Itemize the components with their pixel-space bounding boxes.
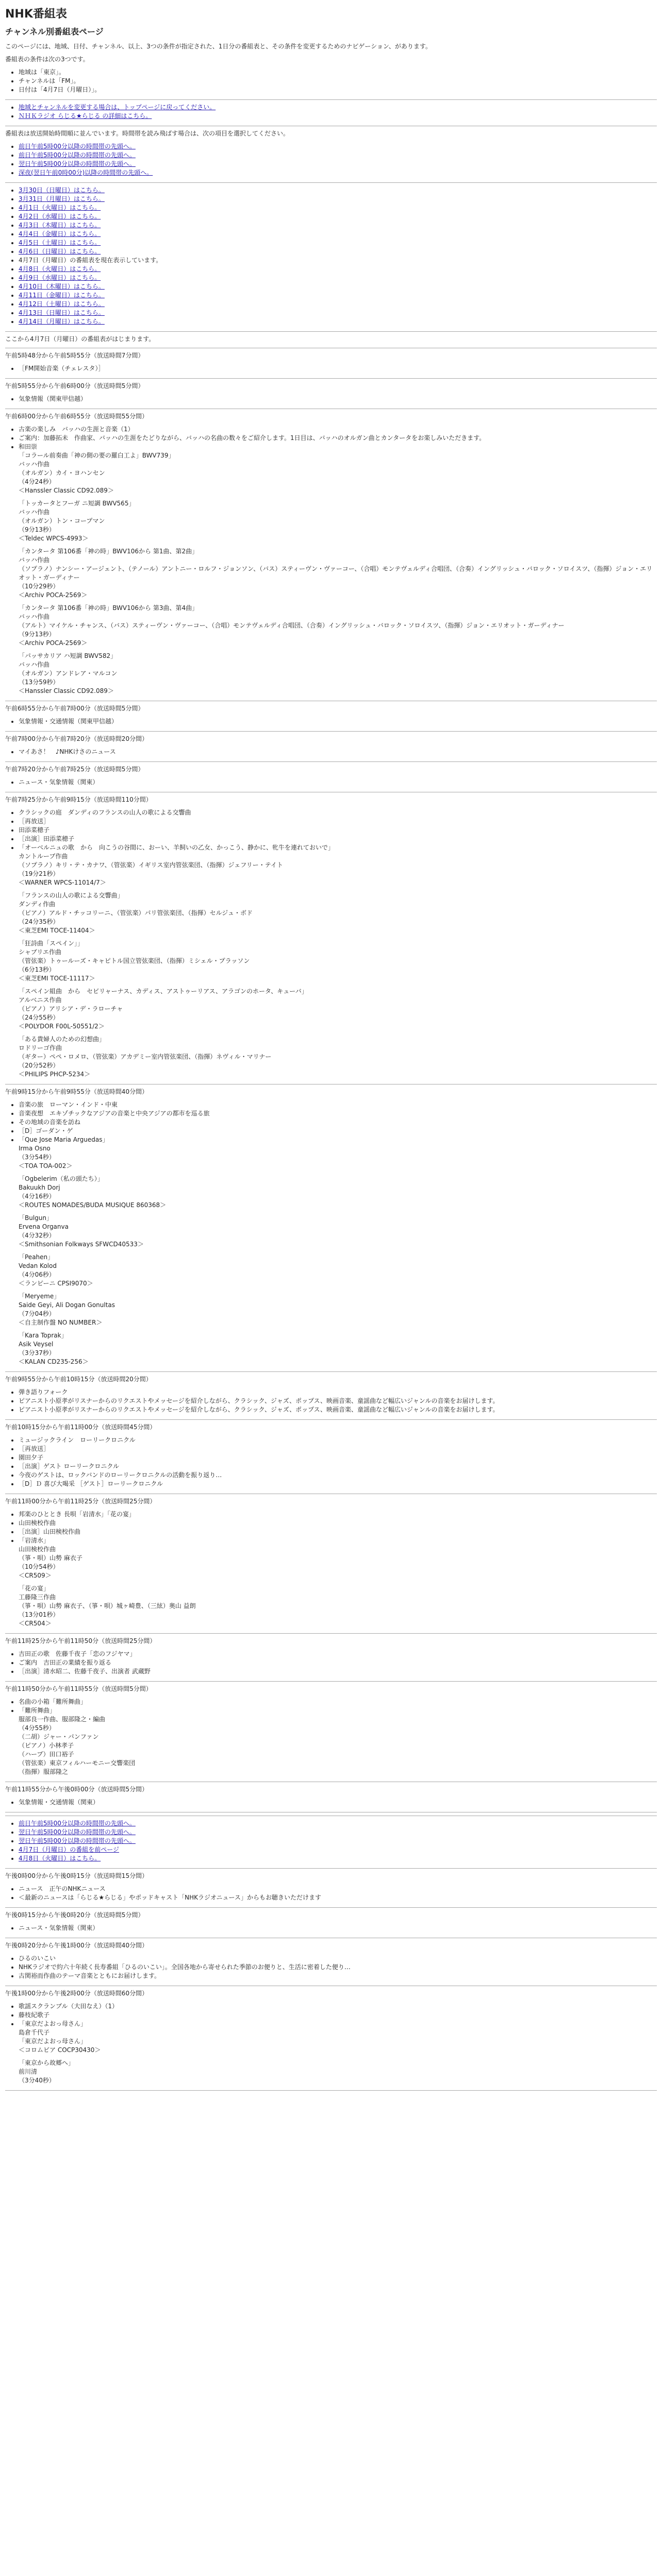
listing-start: ここから4月7日（月曜日）の番組表がはじまります。 bbox=[5, 335, 155, 343]
program-item: • 音楽夜想 エキゾチックなアジアの音楽と中央アジアの都市を巡る旅 bbox=[19, 1109, 657, 1118]
detail-line: （管弦楽）トゥールーズ・キャピトル国立管弦楽団、（指揮）ミシェル・プラッソン bbox=[19, 957, 250, 964]
date-link[interactable]: 4月12日（土曜日）はこちら。 bbox=[19, 300, 105, 308]
program-time: 午前6時55分から午前7時00分（放送時間5分間） bbox=[5, 705, 144, 712]
date-item bbox=[19, 186, 657, 195]
program-items bbox=[5, 808, 657, 1079]
program-block bbox=[5, 735, 657, 762]
date-item bbox=[19, 317, 657, 326]
program-item: • 「オーベルニュの歌 から 向こうの谷間に、おーい、羊飼いの乙女、かっこう、静かに、牝牛を連れておいで」 bbox=[19, 843, 657, 852]
detail-line: 前川清 bbox=[19, 2068, 38, 2075]
intro-text: このページには、地域、日付、チャンネル、以上、3つの条件が指定された、1日分の番組表と、その条件を変更するためのナビゲーション、があります。 bbox=[5, 43, 432, 50]
detail-line: （13分01秒） bbox=[19, 1611, 59, 1618]
program-items bbox=[5, 2002, 657, 2085]
detail-line: 「トッカータとフーガ ニ短調 BWV565」 bbox=[19, 500, 135, 507]
detail-line: ＜CR504＞ bbox=[19, 1620, 52, 1627]
condition-item: • 日付は「4月7日（月曜日）」。 bbox=[19, 86, 657, 94]
divider bbox=[5, 99, 657, 100]
program-item: • ひるのいこい bbox=[19, 1954, 657, 1963]
detail-line: （4分55秒） bbox=[19, 1724, 55, 1732]
program-detail bbox=[19, 1545, 657, 1628]
program-item: • ［D］ゴーダン・ゲ bbox=[19, 1127, 657, 1136]
detail-line: バッハ作曲 bbox=[19, 613, 50, 620]
nav-item bbox=[19, 112, 657, 121]
detail-line bbox=[19, 1249, 657, 1253]
detail-line: 服部良一作曲、服部隆之・編曲 bbox=[19, 1716, 106, 1723]
detail-line: 「東京から故郷へ」 bbox=[19, 2059, 75, 2066]
program-block bbox=[5, 1423, 657, 1494]
program-item: • ＜最新のニュースは「らじる★らじる」やポッドキャスト「NHKラジオニュース」からもお聴きいただけます bbox=[19, 1893, 657, 1902]
detail-line: （4分32秒） bbox=[19, 1232, 55, 1239]
program-item: • ［出演］田添菜穂子 bbox=[19, 835, 657, 843]
program-block bbox=[5, 1637, 657, 1682]
divider bbox=[5, 1633, 657, 1634]
program-item: • 弾き語りフォーク bbox=[19, 1388, 657, 1397]
program-block bbox=[5, 1989, 657, 2091]
detail-line: （10分54秒） bbox=[19, 1563, 59, 1570]
detail-line: Irma Osno bbox=[19, 1145, 51, 1152]
condition-item: • チャンネルは「FM」。 bbox=[19, 77, 657, 86]
program-items bbox=[5, 395, 657, 403]
program-block bbox=[5, 765, 657, 792]
program-list-afternoon bbox=[5, 1872, 657, 2091]
detail-line: （箏・唄）山勢 麻衣子 bbox=[19, 1554, 82, 1562]
program-item: • 古関裕而作曲のテーマ音楽とともにお届けします。 bbox=[19, 1972, 657, 1980]
nav-item bbox=[19, 103, 657, 112]
detail-line: ＜Archiv POCA-2569＞ bbox=[19, 639, 88, 647]
program-time: 午後0時20分から午後1時00分（放送時間40分間） bbox=[5, 1942, 148, 1949]
detail-line: カントルーブ作曲 bbox=[19, 853, 68, 860]
detail-line: （管弦楽）東京フィルハーモニー交響楽団 bbox=[19, 1759, 136, 1767]
program-block bbox=[5, 704, 657, 732]
detail-line: ＜ランピーニ CPSI9070＞ bbox=[19, 1280, 93, 1287]
program-time: 午後1時00分から午後2時00分（放送時間60分間） bbox=[5, 1990, 148, 1997]
detail-line: （4分16秒） bbox=[19, 1193, 55, 1200]
date-link[interactable]: 4月5日（土曜日）はこちら。 bbox=[19, 239, 101, 246]
program-block bbox=[5, 795, 657, 1084]
detail-line: （3分37秒） bbox=[19, 1349, 55, 1357]
program-block bbox=[5, 1088, 657, 1372]
program-item: • 名曲の小箱「難所舞曲」 bbox=[19, 1698, 657, 1706]
date-link[interactable]: 4月9日（水曜日）はこちら。 bbox=[19, 274, 101, 281]
detail-line: 工藤隆三作曲 bbox=[19, 1594, 56, 1601]
divider bbox=[5, 331, 657, 332]
program-items bbox=[5, 364, 657, 373]
detail-line: ＜WARNER WPCS-11014/7＞ bbox=[19, 879, 106, 886]
detail-line: 「カンタータ 第106番「神の時」BWV106から 第1曲、第2曲」 bbox=[19, 548, 198, 555]
divider bbox=[5, 731, 657, 732]
detail-line: （24分35秒） bbox=[19, 918, 59, 925]
time-jump-link[interactable]: 深夜(翌日午前0時00分)以降の時間帯の先頭へ。 bbox=[19, 169, 153, 176]
mid-nav-item bbox=[19, 1819, 657, 1828]
date-link[interactable]: 4月11日（金曜日）はこちら。 bbox=[19, 292, 105, 299]
program-item: • ニュース 正午のNHKニュース bbox=[19, 1885, 657, 1893]
detail-line: ＜POLYDOR F00L-50551/2＞ bbox=[19, 1023, 105, 1030]
program-item: • NHKラジオで約六十年続く長寿番組「ひるのいこい」。全国各地から寄せられた季節のお便りと、生活に密着した便り… bbox=[19, 1963, 657, 1972]
detail-line: 山田検校作曲 bbox=[19, 1546, 56, 1553]
date-item bbox=[19, 221, 657, 230]
detail-line: （箏・唄）山勢 麻衣子、（箏・唄）城ヶ崎豊、（三絃）奥山 益朗 bbox=[19, 1602, 196, 1609]
conditions-heading: 番組表の条件は次の3つです。 bbox=[5, 56, 89, 63]
time-jump-item bbox=[19, 168, 657, 177]
time-jump-heading: 番組表は放送開始時間順に並んでいます。時間帯を読み飛ばす場合は、次の項目を選択してください。 bbox=[5, 130, 290, 137]
program-item: • その地域の音楽を訪ね bbox=[19, 1118, 657, 1127]
time-jump-link[interactable]: 前日午前5時00分以降の時間帯の先頭へ。 bbox=[19, 151, 136, 159]
divider bbox=[5, 1419, 657, 1420]
date-link[interactable]: 4月10日（木曜日）はこちら。 bbox=[19, 283, 105, 290]
detail-line: （ハープ）田口裕子 bbox=[19, 1751, 74, 1758]
program-items bbox=[5, 1510, 657, 1628]
program-item: • 邦楽のひととき 長唄「岩清水」「花の宴」 bbox=[19, 1510, 657, 1519]
program-items bbox=[5, 748, 657, 756]
detail-line: Saide Geyi, Ali Dogan Gonultas bbox=[19, 1301, 115, 1309]
detail-line: バッハ作曲 bbox=[19, 556, 50, 564]
detail-line: （3分40秒） bbox=[19, 2077, 55, 2084]
program-item: • ［D］Ｄ 喜び大喝采 ［ゲスト］ローリークロニクル bbox=[19, 1480, 657, 1488]
detail-line: （アルト）マイケル・チャンス、（バス）スティーヴン・ヴァーコー、（合唱）モンテヴェルディ合唱団、（合奏）イングリッシュ・バロック・ソロイスツ、（指揮）ジョン・エリオット・ガーディナー bbox=[19, 622, 565, 629]
program-time: 午前11時00分から午前11時25分（放送時間25分間） bbox=[5, 1498, 156, 1505]
detail-line: ロドリーゴ作曲 bbox=[19, 1044, 62, 1052]
program-item: • 気象情報（関東甲信越） bbox=[19, 395, 657, 403]
detail-line: （4分06秒） bbox=[19, 1271, 55, 1278]
date-link[interactable]: 4月2日（水曜日）はこちら。 bbox=[19, 213, 101, 220]
mid-nav-item bbox=[19, 1854, 657, 1863]
program-item: • 吉田正の歌 佐藤千夜子「恋のフジヤマ」 bbox=[19, 1650, 657, 1658]
detail-line: 「花の宴」 bbox=[19, 1585, 50, 1592]
detail-line: 「ある貴婦人のための幻想曲」 bbox=[19, 1036, 106, 1043]
detail-line: （4分24秒） bbox=[19, 478, 55, 485]
program-items bbox=[5, 717, 657, 726]
detail-line: （ピアノ）小林孝子 bbox=[19, 1742, 74, 1749]
detail-line bbox=[19, 495, 657, 499]
detail-line: ＜Archiv POCA-2569＞ bbox=[19, 591, 88, 599]
program-item: • 和田崇 bbox=[19, 443, 657, 451]
detail-line: （10分29秒） bbox=[19, 583, 59, 590]
program-item: • ［出演］ゲスト ローリークロニクル bbox=[19, 1462, 657, 1471]
program-time: 午前11時50分から午前11時55分（放送時間5分間） bbox=[5, 1685, 152, 1692]
program-item: • ［FM開始音楽（チェレスタ）］ bbox=[19, 364, 657, 373]
detail-line bbox=[19, 2055, 657, 2059]
program-time: 午前9時55分から午前10時15分（放送時間20分間） bbox=[5, 1376, 152, 1383]
date-item bbox=[19, 309, 657, 317]
date-link: 4月7日（月曜日）の番組表を現在表示しています。 bbox=[19, 257, 162, 264]
program-detail bbox=[19, 2028, 657, 2085]
detail-line: （ソプラノ）キリ・テ・カナワ、（管弦楽）イギリス室内管弦楽団、（指揮）ジェフリー・テイト bbox=[19, 861, 283, 869]
date-link[interactable]: 4月8日（火曜日）はこちら。 bbox=[19, 265, 101, 273]
detail-line: 「カンタータ 第106番「神の時」BWV106から 第3曲、第4曲」 bbox=[19, 604, 198, 612]
date-item bbox=[19, 212, 657, 221]
detail-line: 「スペイン組曲 から セビリャーナス、カディス、アストゥーリアス、アラゴンのホータ、キューバ」 bbox=[19, 988, 308, 995]
detail-line: （ピアノ）アルド・チッコリーニ、（管弦楽）パリ管弦楽団、（指揮）セルジュ・ボド bbox=[19, 909, 253, 917]
program-block bbox=[5, 382, 657, 409]
program-item: • 「岩清水」 bbox=[19, 1536, 657, 1545]
detail-line: ＜コロムビア COCP30430＞ bbox=[19, 2046, 101, 2054]
program-items bbox=[5, 1698, 657, 1776]
program-block bbox=[5, 412, 657, 701]
program-item: • 古楽の楽しみ バッハの生涯と音楽（1） bbox=[19, 425, 657, 434]
detail-line bbox=[19, 1031, 657, 1035]
date-link[interactable]: 4月6日（日曜日）はこちら。 bbox=[19, 248, 101, 255]
detail-line bbox=[19, 1288, 657, 1292]
program-item: • マイあさ！ ♪NHKけさのニュース bbox=[19, 748, 657, 756]
detail-line: （オルガン）アンドレア・マルコン bbox=[19, 670, 118, 677]
program-item: • 山田検校作曲 bbox=[19, 1519, 657, 1528]
program-block bbox=[5, 1375, 657, 1420]
program-list bbox=[5, 351, 657, 1812]
date-link[interactable]: 3月31日（月曜日）はこちら。 bbox=[19, 195, 105, 202]
time-jump-link[interactable]: 前日午前5時00分以降の時間帯の先頭へ。 bbox=[19, 143, 136, 150]
detail-line bbox=[19, 600, 657, 604]
detail-line bbox=[19, 887, 657, 891]
detail-line: （3分54秒） bbox=[19, 1154, 55, 1161]
detail-line: （9分13秒） bbox=[19, 526, 55, 533]
date-link[interactable]: 4月13日（日曜日）はこちら。 bbox=[19, 309, 105, 316]
detail-line: （19分21秒） bbox=[19, 870, 59, 877]
page-subtitle: チャンネル別番組表ページ bbox=[5, 27, 104, 37]
time-jump-item bbox=[19, 151, 657, 160]
detail-line: ＜CR509＞ bbox=[19, 1572, 52, 1579]
detail-line: ＜東芝EMI TOCE-11404＞ bbox=[19, 927, 95, 934]
date-link[interactable]: 4月14日（月曜日）はこちら。 bbox=[19, 318, 105, 325]
detail-line bbox=[19, 648, 657, 652]
detail-line: バッハ作曲 bbox=[19, 509, 50, 516]
detail-line bbox=[19, 1327, 657, 1331]
date-link[interactable]: 4月3日（木曜日）はこちら。 bbox=[19, 222, 101, 229]
detail-line: ダンディ作曲 bbox=[19, 901, 56, 908]
detail-line bbox=[19, 983, 657, 987]
divider bbox=[5, 182, 657, 183]
detail-line: ＜自主制作盤 NO NUMBER＞ bbox=[19, 1319, 103, 1326]
divider bbox=[5, 378, 657, 379]
detail-line: 「東京だよおっ母さん」 bbox=[19, 2038, 87, 2045]
program-block bbox=[5, 1911, 657, 1938]
program-detail bbox=[19, 1144, 657, 1366]
date-item bbox=[19, 204, 657, 212]
date-item bbox=[19, 265, 657, 274]
detail-line: バッハ作曲 bbox=[19, 661, 50, 668]
mid-nav-link[interactable]: 前日午前5時00分以降の時間帯の先頭へ。 bbox=[19, 1820, 136, 1827]
detail-line: （ピアノ）アリシア・デ・ラローチャ bbox=[19, 1005, 123, 1012]
program-item: • ［出演］清水昭二、佐藤千夜子、出演者 武蔵野 bbox=[19, 1667, 657, 1676]
program-time: 午前7時00分から午前7時20分（放送時間20分間） bbox=[5, 735, 148, 742]
date-link[interactable]: 4月1日（火曜日）はこちら。 bbox=[19, 204, 101, 211]
program-item: • ニュース・気象情報（関東） bbox=[19, 1924, 657, 1933]
detail-line: Ervena Organva bbox=[19, 1223, 69, 1230]
detail-line: 「Ogbelerim（私の頭たち）」 bbox=[19, 1175, 104, 1182]
detail-line: （ソプラノ）ナンシー・アージェント、（テノール）アントニー・ロルフ・ジョンソン、（バス）スティーヴン・ヴァーコー、（合唱）モンテヴェルディ合唱団、（合奏）イングリッシュ・バロック・ソロイスツ、（指揮）ジョン・エリオット・ガーディナー bbox=[19, 565, 653, 581]
date-link[interactable]: 3月30日（日曜日）はこちら。 bbox=[19, 187, 105, 194]
program-items bbox=[5, 425, 657, 696]
program-time: 午前11時25分から午前11時50分（放送時間25分間） bbox=[5, 1637, 156, 1645]
detail-line: （24分55秒） bbox=[19, 1014, 59, 1021]
detail-line: 「Bulgun」 bbox=[19, 1214, 53, 1222]
detail-line bbox=[19, 543, 657, 547]
program-block bbox=[5, 351, 657, 379]
program-item: • 田添菜穂子 bbox=[19, 826, 657, 835]
date-item bbox=[19, 195, 657, 204]
detail-line: アルベニス作曲 bbox=[19, 996, 62, 1004]
program-item: • ご案内 吉田正の業績を振り返る bbox=[19, 1658, 657, 1667]
program-block bbox=[5, 1785, 657, 1812]
program-items bbox=[5, 1436, 657, 1488]
program-item: • 今夜のゲストは、ロックバンドのローリークロニクルの活動を振り返り… bbox=[19, 1471, 657, 1480]
mid-nav-item bbox=[19, 1828, 657, 1837]
program-block bbox=[5, 1497, 657, 1634]
date-item bbox=[19, 239, 657, 247]
detail-line: 「フランスの山人の歌による交響曲」 bbox=[19, 892, 124, 899]
program-time: 午前7時20分から午前7時25分（放送時間5分間） bbox=[5, 766, 144, 773]
program-block bbox=[5, 1941, 657, 1986]
program-time: 午後0時00分から午後0時15分（放送時間15分間） bbox=[5, 1872, 148, 1879]
nav-links bbox=[5, 103, 657, 121]
program-item: • ［再放送］ bbox=[19, 1445, 657, 1453]
program-time: 午前6時00分から午前6時55分（放送時間55分間） bbox=[5, 413, 148, 420]
detail-line: （ギター）ペペ・ロメロ、（管弦楽）アカデミー室内管弦楽団、（指揮）ネヴィル・マリナー bbox=[19, 1053, 272, 1060]
mid-nav-link[interactable]: 翌日午前5時00分以降の時間帯の先頭へ。 bbox=[19, 1837, 136, 1844]
mid-nav-item bbox=[19, 1837, 657, 1845]
detail-line: 島倉千代子 bbox=[19, 2029, 50, 2036]
detail-line: ＜ROUTES NOMADES/BUDA MUSIQUE 860368＞ bbox=[19, 1201, 167, 1209]
date-item bbox=[19, 291, 657, 300]
detail-line: ＜Hanssler Classic CD92.089＞ bbox=[19, 687, 114, 694]
program-item: • 「東京だよおっ母さん」 bbox=[19, 2020, 657, 2028]
program-block bbox=[5, 1685, 657, 1782]
detail-line: （オルガン）カイ・ヨハンセン bbox=[19, 469, 105, 477]
program-item: • ミュージックライン ローリークロニクル bbox=[19, 1436, 657, 1445]
divider bbox=[5, 761, 657, 762]
program-items bbox=[5, 1100, 657, 1366]
detail-line: 「Peahen」 bbox=[19, 1253, 54, 1261]
time-jump-link[interactable]: 翌日午前5時00分以降の時間帯の先頭へ。 bbox=[19, 160, 136, 167]
detail-line: （13分59秒） bbox=[19, 679, 59, 686]
program-time: 午前11時55分から午後0時00分（放送時間5分間） bbox=[5, 1786, 148, 1793]
time-jump-item bbox=[19, 160, 657, 168]
program-detail bbox=[19, 852, 657, 1079]
program-item: • クラシックの庭 ダンディのフランスの山人の歌による交響曲 bbox=[19, 808, 657, 817]
program-item: • ご案内：加藤拓未 作曲家、バッハの生涯をたどりながら、バッハの名曲の数々をご紹介します。1日目は、バッハのオルガン曲とカンタータをお楽しみいただきます。 bbox=[19, 434, 657, 443]
page-title: NHK番組表 bbox=[5, 8, 67, 21]
detail-line: シャブリエ作曲 bbox=[19, 948, 62, 956]
detail-line bbox=[19, 1171, 657, 1175]
program-items bbox=[5, 1798, 657, 1807]
divider bbox=[5, 1371, 657, 1372]
date-item bbox=[19, 274, 657, 282]
detail-line: （二胡）ジャー・パンファン bbox=[19, 1733, 99, 1740]
date-item bbox=[19, 300, 657, 309]
program-item: • 気象情報・交通情報（関東甲信越） bbox=[19, 717, 657, 726]
program-item: • 歌謡スクランブル（大田なえ）（1） bbox=[19, 2002, 657, 2011]
program-item: • ［出演］山田検校作曲 bbox=[19, 1528, 657, 1536]
detail-line: 「Kara Toprak」 bbox=[19, 1332, 68, 1339]
program-item: • ニュース・気象情報（関東） bbox=[19, 778, 657, 787]
program-time: 午前10時15分から午前11時00分（放送時間45分間） bbox=[5, 1423, 156, 1431]
detail-line: ＜KALAN CD235-256＞ bbox=[19, 1358, 89, 1365]
detail-line: Vedan Kolod bbox=[19, 1262, 57, 1269]
date-item bbox=[19, 256, 657, 265]
program-item: • 「難所舞曲」 bbox=[19, 1706, 657, 1715]
program-item: • ピアニスト小原孝がリスナーからのリクエストやメッセージを紹介しながら、クラシック、ジャズ、ポップス、映画音楽、童謡曲など幅広いジャンルの音楽をお届けします。 bbox=[19, 1405, 657, 1414]
detail-line: ＜TOA TOA-002＞ bbox=[19, 1162, 73, 1170]
detail-line: （20分52秒） bbox=[19, 1062, 59, 1069]
detail-line: ＜PHILIPS PHCP-5234＞ bbox=[19, 1071, 91, 1078]
detail-line: （オルガン）トン・コープマン bbox=[19, 517, 105, 524]
date-item bbox=[19, 230, 657, 239]
divider bbox=[5, 1868, 657, 1869]
divider bbox=[5, 1907, 657, 1908]
date-item bbox=[19, 282, 657, 291]
detail-line: （7分04秒） bbox=[19, 1310, 55, 1317]
program-time: 午後0時15分から午後0時20分（放送時間5分間） bbox=[5, 1911, 144, 1919]
time-jump-links bbox=[5, 142, 657, 177]
mid-nav-link[interactable]: 4月7日（月曜日）の番組を前ページ bbox=[19, 1846, 120, 1853]
mid-links bbox=[5, 1819, 657, 1863]
conditions-list bbox=[5, 68, 657, 94]
program-item: • 気象情報・交通情報（関東） bbox=[19, 1798, 657, 1807]
detail-line bbox=[19, 1580, 657, 1584]
detail-line: Asik Veysel bbox=[19, 1341, 54, 1348]
program-block bbox=[5, 1872, 657, 1908]
program-item: • 「Que Jose Maria Arguedas」 bbox=[19, 1136, 657, 1144]
detail-line: （6分13秒） bbox=[19, 966, 55, 973]
detail-line: ＜Hanssler Classic CD92.089＞ bbox=[19, 487, 114, 494]
divider bbox=[5, 2090, 657, 2091]
radiru-link[interactable]: ＮＨＫラジオ らじる★らじる の詳細はこちら。 bbox=[19, 112, 152, 120]
detail-line: 「Meryeme」 bbox=[19, 1293, 60, 1300]
program-item: • 音楽の旅 ローマン・インド・中東 bbox=[19, 1100, 657, 1109]
detail-line: Bakuukh Dorj bbox=[19, 1184, 60, 1191]
program-items bbox=[5, 1650, 657, 1676]
detail-line: 「パッサカリア ハ短調 BWV582」 bbox=[19, 652, 117, 659]
program-time: 午前7時25分から午前9時15分（放送時間110分間） bbox=[5, 796, 152, 803]
mid-nav-item bbox=[19, 1845, 657, 1854]
detail-line: ＜東芝EMI TOCE-11117＞ bbox=[19, 975, 95, 982]
detail-line: バッハ作曲 bbox=[19, 461, 50, 468]
detail-line: （指揮）服部隆之 bbox=[19, 1768, 69, 1775]
program-items bbox=[5, 1885, 657, 1902]
condition-item: • 地域は「東京」。 bbox=[19, 68, 657, 77]
program-detail bbox=[19, 1715, 657, 1776]
date-links bbox=[5, 186, 657, 326]
detail-line: （9分13秒） bbox=[19, 631, 55, 638]
date-item bbox=[19, 247, 657, 256]
program-time: 午前9時15分から午前9時55分（放送時間40分間） bbox=[5, 1088, 148, 1095]
program-item: • 園田夕子 bbox=[19, 1453, 657, 1462]
program-time: 午前5時48分から午前5時55分（放送時間7分間） bbox=[5, 352, 144, 359]
detail-line: ＜Teldec WPCS-4993＞ bbox=[19, 535, 89, 542]
program-items bbox=[5, 1954, 657, 1980]
program-detail bbox=[19, 451, 657, 696]
program-items bbox=[5, 778, 657, 787]
top-page-link[interactable]: 地域とチャンネルを変更する場合は、トップページに戻ってください。 bbox=[19, 104, 216, 111]
detail-line bbox=[19, 935, 657, 939]
program-time: 午前5時55分から午前6時00分（放送時間5分間） bbox=[5, 382, 144, 389]
program-item: • ピアニスト小原孝がリスナーからのリクエストやメッセージを紹介しながら、クラシック、ジャズ、ポップス、映画音楽、童謡曲など幅広いジャンルの音楽をお届けします。 bbox=[19, 1397, 657, 1405]
mid-nav-link[interactable]: 4月8日（火曜日）はこちら。 bbox=[19, 1855, 101, 1862]
detail-line bbox=[19, 1210, 657, 1214]
detail-line: 「狂詩曲「スペイン」」 bbox=[19, 940, 84, 947]
time-jump-item bbox=[19, 142, 657, 151]
date-link[interactable]: 4月4日（金曜日）はこちら。 bbox=[19, 230, 101, 238]
program-items bbox=[5, 1388, 657, 1414]
program-item: • ［再放送］ bbox=[19, 817, 657, 826]
detail-line: ＜Smithsonian Folkways SFWCD40533＞ bbox=[19, 1241, 144, 1248]
program-item: • 藤枝紀歌子 bbox=[19, 2011, 657, 2020]
divider bbox=[5, 1681, 657, 1682]
program-items bbox=[5, 1924, 657, 1933]
mid-nav-link[interactable]: 翌日午前5時00分以降の時間帯の先頭へ。 bbox=[19, 1828, 136, 1836]
detail-line: 「コラール前奏曲「神の側の要の羅白工よ」BWV739」 bbox=[19, 452, 175, 459]
